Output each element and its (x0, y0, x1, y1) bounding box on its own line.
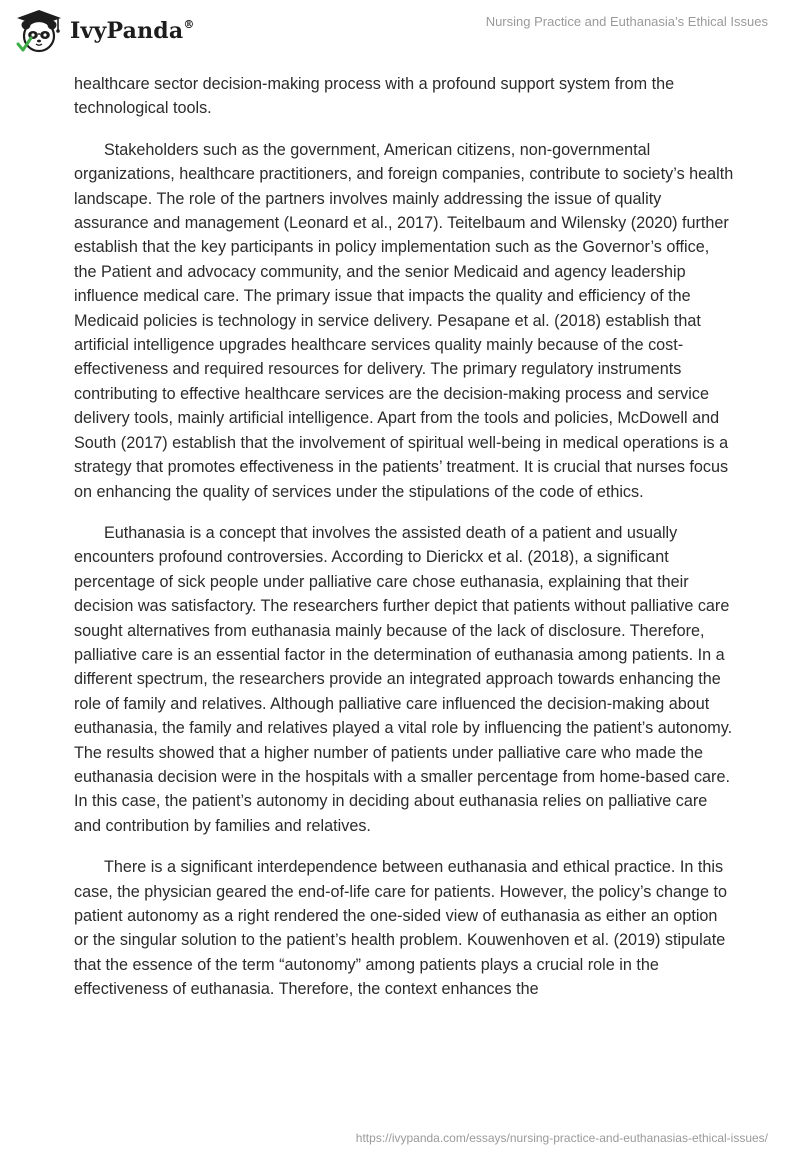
source-url-link[interactable]: https://ivypanda.com/essays/nursing-practice-and-euthanasias-ethical-issues/ (355, 1131, 768, 1145)
document-title: Nursing Practice and Euthanasia’s Ethical Issues (485, 14, 768, 29)
paragraph-euthanasia-concept: Euthanasia is a concept that involves the assisted death of a patient and usually encounters profound controversies. According to Dierickx et al. (2018), a significant percentage of sick people under palliative care chose euthanasia, explaining that their decision was satisfactory. The researchers further depict that patients without palliative care sought alternatives from euthanasia mainly because of the lack of disclosure. Therefore, palliative care is an essential factor in the determination of euthanasia among patients. In a different spectrum, the researchers provide an integrated approach towards enhancing the role of family and relatives. Although palliative care influenced the decision-making about euthanasia, the family and relatives played a vital role by influencing the patient’s autonomy. The results showed that a higher number of patients under palliative care who made the euthanasia decision were in the hospitals with a smaller percentage from home-based care. In this case, the patient’s autonomy in deciding about euthanasia relies on palliative care and contribution by families and relatives. (74, 523, 733, 835)
paragraph-ethical-practice: There is a significant interdependence between euthanasia and ethical practice. In this case, the physician geared the end-of-life care for patients. However, the policy’s change to patient autonomy as a right rendered the one-sided view of euthanasia as either an option or the singular solution to the patient’s health problem. Kouwenhoven et al. (2019) stipulate that the essence of the term “autonomy” among patients plays a crucial role in the effectiveness of euthanasia. Therefore, the context enhances the (74, 858, 727, 999)
essay-body (74, 72, 734, 1019)
page-header (0, 0, 800, 70)
panda-graduate-icon (14, 8, 64, 54)
logo-text: IvyPanda® (70, 17, 195, 44)
ivypanda-logo[interactable] (14, 8, 195, 54)
paragraph-continued: healthcare sector decision-making process with a profound support system from the technological tools. (74, 75, 675, 118)
paragraph-stakeholders: Stakeholders such as the government, American citizens, non-governmental organizations, healthcare practitioners, and foreign companies, contribute to society’s health landscape. The role of the partners involves mainly addressing the issue of quality assurance and management (Leonard et al., 2017). Teitelbaum and Wilensky (2020) further establish that the key participants in policy implementation such as the Governor’s office, the Patient and advocacy community, and the senior Medicaid and agency leadership influence medical care. The primary issue that impacts the quality and efficiency of the Medicaid policies is technology in service delivery. Pesapane et al. (2018) establish that artificial intelligence upgrades healthcare services quality mainly because of the cost-effectiveness and required resources for delivery. The primary regulatory instruments contributing to effective healthcare services are the decision-making process and service delivery tools, mainly artificial intelligence. Apart from the tools and policies, McDowell and South (2017) establish that the involvement of spiritual well-being in medical operations is a strategy that promotes effectiveness in the patients’ treatment. It is crucial that nurses focus on enhancing the quality of services under the stipulations of the code of ethics. (74, 140, 734, 501)
